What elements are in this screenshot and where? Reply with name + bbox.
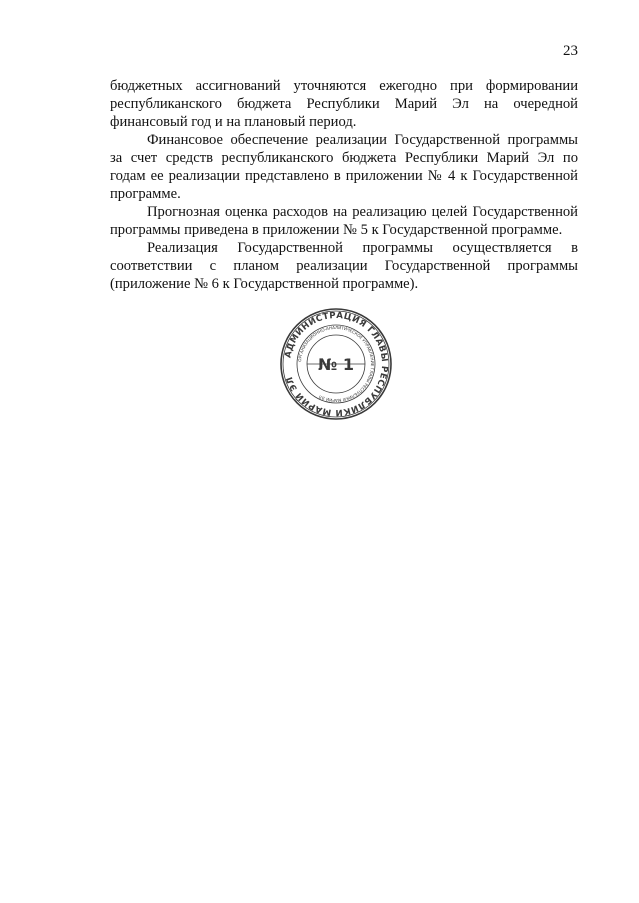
stamp-outer-text: АДМИНИСТРАЦИЯ ГЛАВЫ РЕСПУБЛИКИ МАРИЙ ЭЛ bbox=[283, 310, 390, 418]
body-text bbox=[110, 77, 578, 293]
paragraph-continuation: бюджетных ассигнований уточняются ежегодно при формировании республиканского бюджета Республики Марий Эл на очередной финансовый год и на плановый период. bbox=[110, 78, 578, 130]
stamp-inner-text: ОРГАНИЗАЦИОННО-АНАЛИТИЧЕСКОЕ УПРАВЛЕНИЕ ГЛАВЫ РЕСПУБЛИКИ МАРИЙ ЭЛ bbox=[297, 324, 376, 404]
official-stamp bbox=[279, 307, 393, 421]
paragraph-forecast: Прогнозная оценка расходов на реализацию целей Государственной программы приведена в приложении № 5 к Государственной программе. bbox=[110, 204, 578, 238]
paragraph-implementation: Реализация Государственной программы осуществляется в соответствии с планом реализации Государственной программы (приложение № 6 к Государственной программе). bbox=[110, 240, 578, 292]
stamp-number: № 1 bbox=[318, 355, 354, 374]
paragraph-financing: Финансовое обеспечение реализации Государственной программы за счет средств республиканского бюджета Республики Марий Эл по годам ее реализации представлено в приложении № 4 к Государственной программе. bbox=[110, 132, 578, 202]
page-number: 23 bbox=[563, 43, 578, 59]
